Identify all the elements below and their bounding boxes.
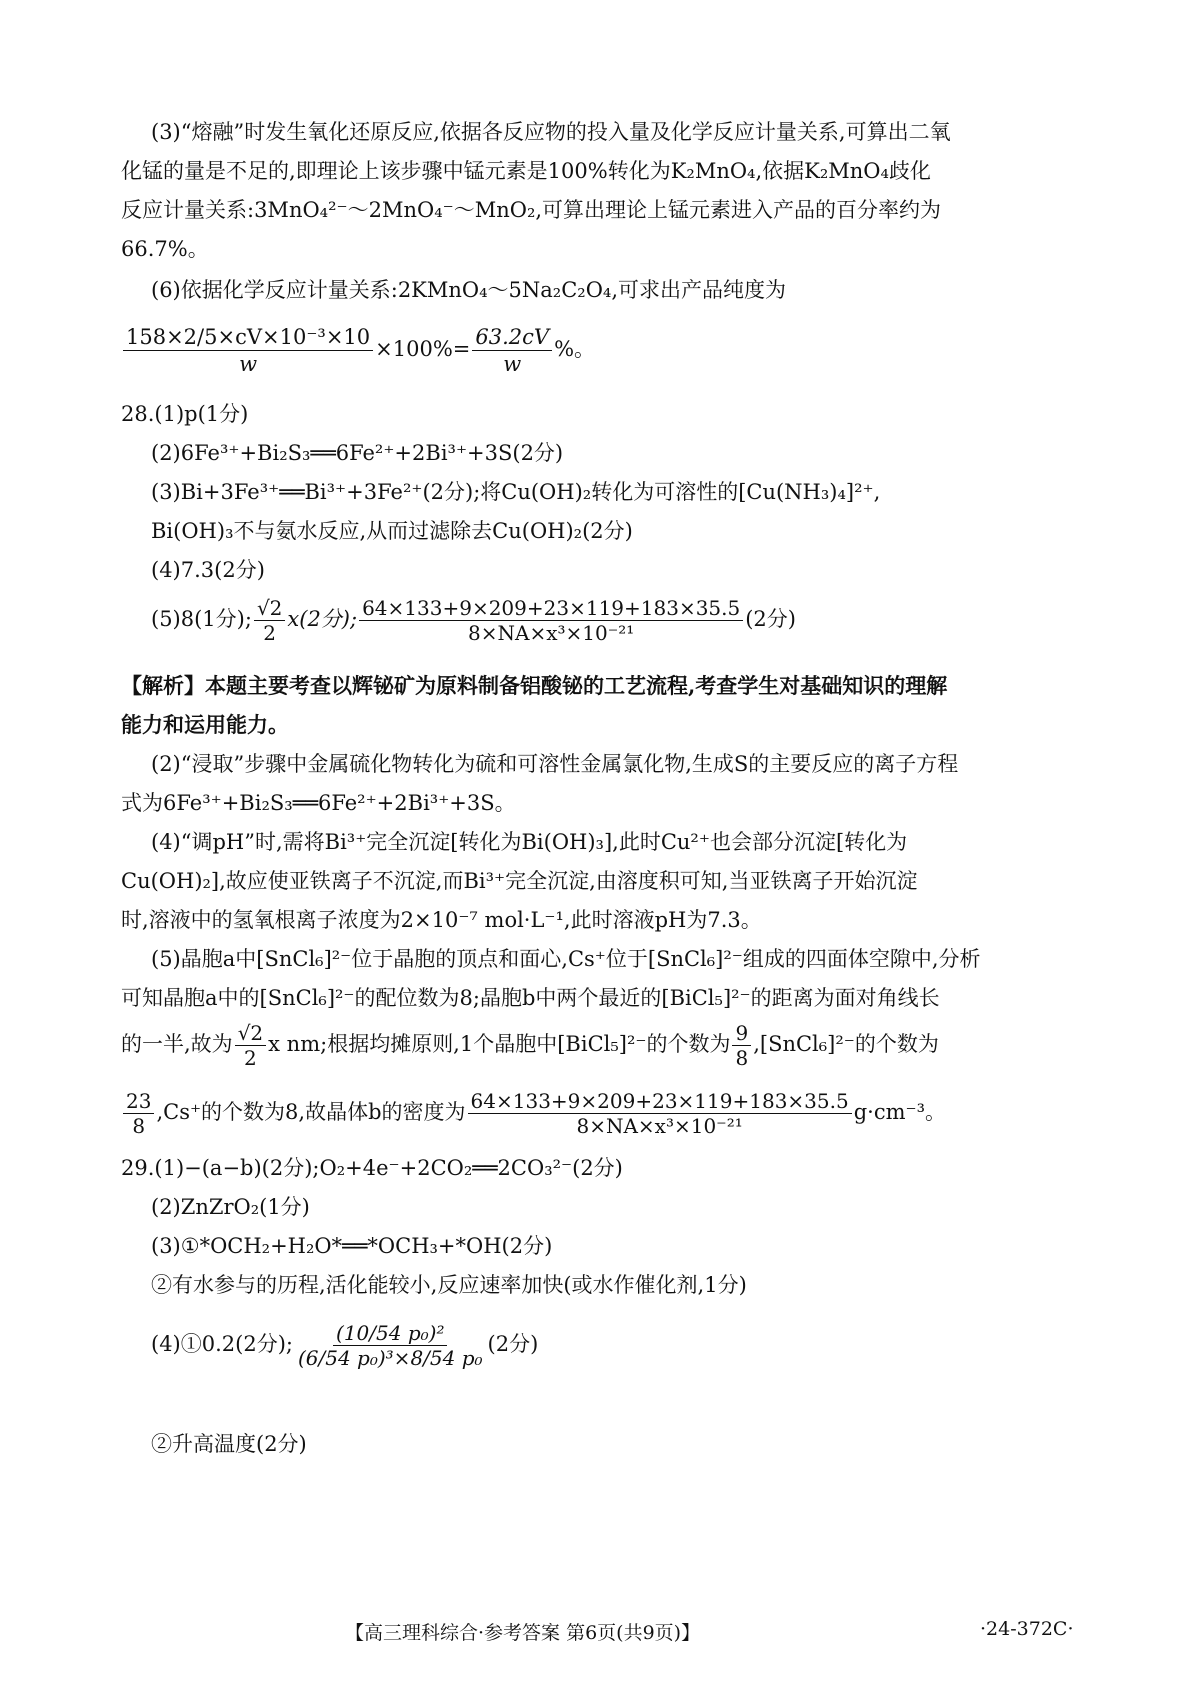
q28-a5 <box>151 597 796 644</box>
bicl-count-fraction <box>732 1022 751 1069</box>
p3-line4: 66.7%。 <box>121 237 209 261</box>
q29-a3b: ②有水参与的历程,活化能较小,反应速率加快(或水作催化剂,1分) <box>151 1273 747 1297</box>
q29-a4 <box>151 1322 538 1369</box>
bicl-count-denominator: 8 <box>735 1046 749 1070</box>
purity-fraction-denominator: w <box>239 352 258 376</box>
distance-fraction <box>235 1022 266 1069</box>
q28-a4: (4)7.3(2分) <box>151 558 265 582</box>
p6-formula <box>121 325 595 376</box>
p3-line2: 化锰的量是不足的,即理论上该步骤中锰元素是100%转化为K₂MnO₄,依据K₂MnO₄歧化 <box>121 159 931 183</box>
analysis-l10a: 的一半,故为 <box>121 1032 233 1056</box>
q28-a3b: Bi(OH)₃不与氨水反应,从而过滤除去Cu(OH)₂(2分) <box>151 519 633 543</box>
analysis-l1: 【解析】本题主要考查以辉铋矿为原料制备铝酸铋的工艺流程,考查学生对基础知识的理解 <box>121 673 948 698</box>
density-denominator: 8×NA×x³×10⁻²¹ <box>468 621 635 645</box>
q29-a1: 29.(1)−(a−b)(2分);O₂+4e⁻+2CO₂══2CO₃²⁻(2分) <box>121 1156 623 1180</box>
sncl-count-denominator: 8 <box>132 1114 146 1138</box>
analysis-l11 <box>121 1090 946 1137</box>
footer-right: ·24-372C· <box>980 1618 1074 1640</box>
analysis-l9: 可知晶胞a中的[SnCl₆]²⁻的配位数为8;晶胞b中两个最近的[BiCl₅]²⁻的距离为面对角线长 <box>121 986 940 1010</box>
analysis-l11a: ,Cs⁺的个数为8,故晶体b的密度为 <box>156 1100 466 1124</box>
purity-fraction-numerator: 158×2/5×cV×10⁻³×10 <box>123 325 373 351</box>
q29-a3: (3)①*OCH₂+H₂O*══*OCH₃+*OH(2分) <box>151 1234 553 1258</box>
sncl-count-numerator: 23 <box>123 1090 154 1114</box>
crystal-density-denominator: 8×NA×x³×10⁻²¹ <box>576 1114 743 1138</box>
q29-a2: (2)ZnZrO₂(1分) <box>151 1195 310 1219</box>
analysis-l3: (2)“浸取”步骤中金属硫化物转化为硫和可溶性金属氯化物,生成S的主要反应的离子方程 <box>151 752 959 776</box>
q28-a2: (2)6Fe³⁺+Bi₂S₃══6Fe²⁺+2Bi³⁺+3S(2分) <box>151 441 564 465</box>
q28-a1: 28.(1)p(1分) <box>121 402 249 426</box>
analysis-l4: 式为6Fe³⁺+Bi₂S₃══6Fe²⁺+2Bi³⁺+3S。 <box>121 791 516 815</box>
crystal-density-fraction <box>468 1090 852 1137</box>
analysis-l7: 时,溶液中的氢氧根离子浓度为2×10⁻⁷ mol·L⁻¹,此时溶液pH为7.3。 <box>121 908 762 932</box>
density-fraction <box>359 597 743 644</box>
p6-line1: (6)依据化学反应计量关系:2KMnO₄～5Na₂C₂O₄,可求出产品纯度为 <box>151 278 787 302</box>
purity-result-fraction <box>472 325 552 376</box>
analysis-l8: (5)晶胞a中[SnCl₆]²⁻位于晶胞的顶点和面心,Cs⁺位于[SnCl₆]²⁻组成的四面体空隙中,分析 <box>151 947 981 971</box>
analysis-l5: (4)“调pH”时,需将Bi³⁺完全沉淀[转化为Bi(OH)₃],此时Cu²⁺也会部分沉淀[转化为 <box>151 830 908 854</box>
sncl-count-fraction <box>123 1090 154 1137</box>
p3-line1: (3)“熔融”时发生氧化还原反应,依据各反应物的投入量及化学反应计量关系,可算出二氧 <box>151 120 951 144</box>
purity-mid: ×100%= <box>375 337 471 361</box>
analysis-l11b: g·cm⁻³。 <box>853 1100 946 1124</box>
crystal-density-numerator: 64×133+9×209+23×119+183×35.5 <box>468 1090 852 1114</box>
sqrt-denominator: 2 <box>263 621 277 645</box>
analysis-l10c: ,[SnCl₆]²⁻的个数为 <box>753 1032 939 1056</box>
distance-denominator: 2 <box>244 1046 257 1070</box>
q29-a4-pre: (4)①0.2(2分); <box>151 1332 293 1356</box>
bicl-count-numerator: 9 <box>732 1022 751 1046</box>
analysis-l6: Cu(OH)₂],故应使亚铁离子不沉淀,而Bi³⁺完全沉淀,由溶度积可知,当亚铁离子开始沉淀 <box>121 869 918 893</box>
analysis-l10 <box>121 1022 939 1069</box>
purity-tail: %。 <box>554 337 596 361</box>
p3-line3: 反应计量关系:3MnO₄²⁻～2MnO₄⁻～MnO₂,可算出理论上锰元素进入产品的百分率约为 <box>121 198 942 222</box>
kp-fraction <box>295 1322 486 1369</box>
q29-a4-tail: (2分) <box>487 1332 539 1356</box>
q28-a5-pre: (5)8(1分); <box>151 607 252 631</box>
q29-a4b: ②升高温度(2分) <box>151 1432 307 1456</box>
q28-a5-mid: x(2分); <box>287 607 358 631</box>
purity-result-denominator: w <box>503 352 522 376</box>
purity-fraction <box>123 325 373 376</box>
density-numerator: 64×133+9×209+23×119+183×35.5 <box>359 597 743 621</box>
q28-a3: (3)Bi+3Fe³⁺══Bi³⁺+3Fe²⁺(2分);将Cu(OH)₂转化为可溶性的[Cu(NH₃)₄]²⁺, <box>151 480 881 504</box>
footer-center: 【高三理科综合·参考答案 第6页(共9页)】 <box>345 1622 701 1644</box>
kp-denominator: (6/54 p₀)³×8/54 p₀ <box>297 1346 483 1370</box>
q28-a5-tail: (2分) <box>745 607 796 631</box>
sqrt-fraction <box>254 597 285 644</box>
kp-numerator: (10/54 p₀)² <box>333 1322 447 1346</box>
analysis-l10b: x nm;根据均摊原则,1个晶胞中[BiCl₅]²⁻的个数为 <box>268 1032 731 1056</box>
purity-result-numerator: 63.2cV <box>472 325 552 351</box>
sqrt-numerator: √2 <box>254 597 285 621</box>
distance-numerator: √2 <box>235 1022 266 1046</box>
analysis-l2: 能力和运用能力。 <box>121 712 289 737</box>
